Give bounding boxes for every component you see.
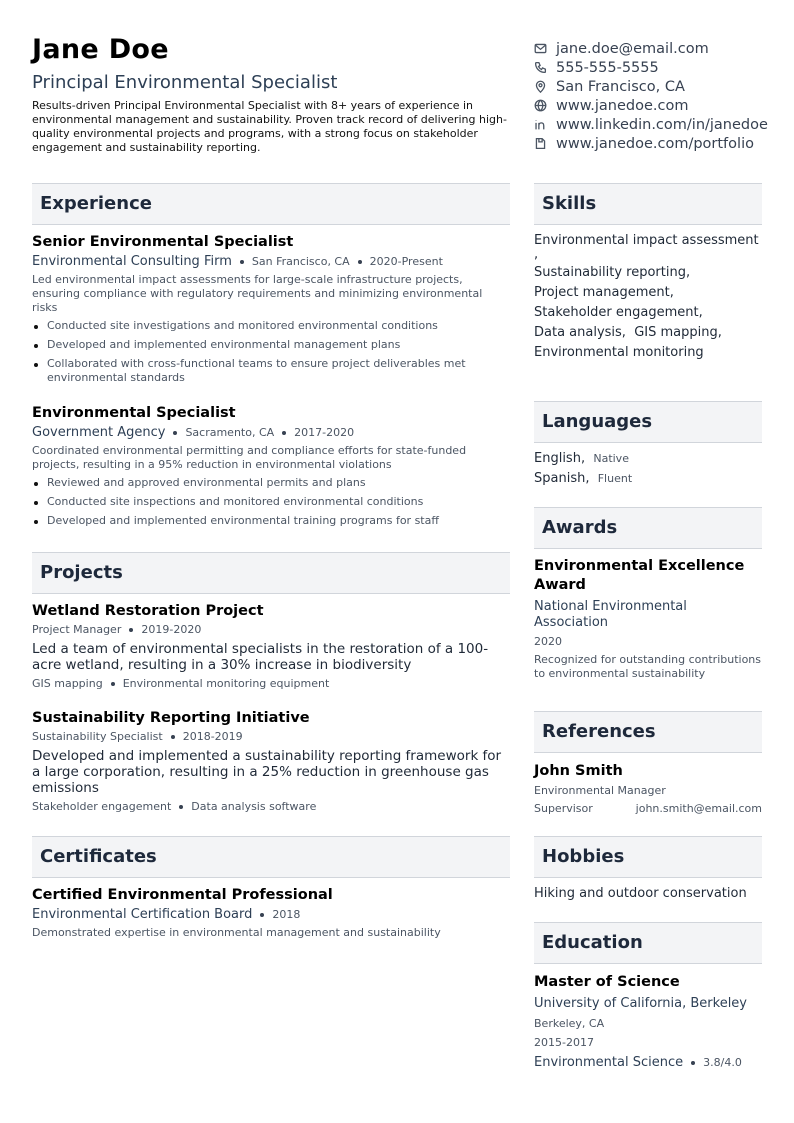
list-item: Developed and implemented environmental training programs for staff bbox=[32, 514, 510, 528]
list-item: Developed and implemented environmental management plans bbox=[32, 338, 510, 352]
project-name: Sustainability Reporting Initiative bbox=[32, 710, 310, 726]
skill-item: Project management, bbox=[534, 285, 674, 300]
list-item: Reviewed and approved environmental permits and plans bbox=[32, 476, 510, 490]
job-location: San Francisco, CA bbox=[251, 255, 350, 268]
language-level: Native bbox=[593, 452, 629, 465]
contact-portfolio-text: www.janedoe.com/portfolio bbox=[556, 135, 754, 152]
project-role: Project Manager bbox=[32, 623, 122, 636]
summary: Results-driven Principal Environmental Specialist with 8+ years of experience in environmental management and sustainability. Proven track record of delivering high-quality environmental projects and programs, with a strong focus on stakeholder engagement and sustainability reporting. bbox=[32, 99, 507, 154]
project-description: Led a team of environmental specialists in the restoration of a 100-acre wetland, resulting in a 30% increase in biodiversity bbox=[32, 641, 489, 673]
job-dates: 2017-2020 bbox=[294, 426, 355, 439]
hobbies-text: Hiking and outdoor conservation bbox=[534, 886, 747, 901]
job-location: Sacramento, CA bbox=[185, 426, 275, 439]
project-entry bbox=[32, 603, 510, 690]
certificate-entry bbox=[32, 887, 510, 940]
separator-dot bbox=[240, 260, 244, 264]
project-tools bbox=[32, 677, 510, 690]
skill-item: Sustainability reporting, bbox=[534, 265, 691, 280]
certificate-issuer: Environmental Certification Board bbox=[32, 907, 253, 922]
certificate-year: 2018 bbox=[272, 908, 301, 921]
project-meta bbox=[32, 623, 510, 636]
candidate-name: Jane Doe bbox=[32, 34, 169, 65]
award-entry bbox=[534, 557, 762, 681]
job-meta bbox=[32, 425, 510, 440]
language-item bbox=[534, 469, 762, 489]
languages-heading: Languages bbox=[534, 401, 762, 443]
skill-item: , bbox=[534, 247, 539, 262]
job-role: Senior Environmental Specialist bbox=[32, 234, 294, 250]
separator-dot bbox=[179, 805, 183, 809]
reference-contact bbox=[534, 802, 762, 816]
project-tool: Stakeholder engagement bbox=[32, 800, 172, 813]
contact-email[interactable] bbox=[534, 39, 792, 58]
contact-portfolio[interactable] bbox=[534, 134, 792, 153]
language-name: Spanish, bbox=[534, 471, 590, 486]
separator-dot bbox=[691, 1061, 695, 1065]
job-dates: 2020-Present bbox=[369, 255, 443, 268]
project-dates: 2019-2020 bbox=[141, 623, 202, 636]
reference-relation: Supervisor bbox=[534, 802, 593, 815]
contact-website[interactable] bbox=[534, 96, 792, 115]
contact-phone-text: 555-555-5555 bbox=[556, 59, 659, 76]
job-company: Government Agency bbox=[32, 425, 166, 440]
award-year: 2020 bbox=[534, 635, 562, 648]
list-item: Conducted site investigations and monitored environmental conditions bbox=[32, 319, 510, 333]
contact-location-text: San Francisco, CA bbox=[556, 78, 685, 95]
projects-heading: Projects bbox=[32, 552, 510, 594]
award-description: Recognized for outstanding contributions to environmental sustainability bbox=[534, 653, 762, 680]
experience-entry bbox=[32, 405, 510, 533]
language-name: English, bbox=[534, 451, 586, 466]
contact-phone[interactable] bbox=[534, 58, 792, 77]
certificates-heading: Certificates bbox=[32, 836, 510, 878]
certificate-name: Certified Environmental Professional bbox=[32, 887, 333, 903]
hobbies-heading: Hobbies bbox=[534, 836, 762, 878]
skill-item: Data analysis, bbox=[534, 325, 626, 340]
contact-linkedin[interactable] bbox=[534, 115, 792, 134]
languages-list bbox=[534, 449, 762, 489]
job-description: Coordinated environmental permitting and compliance efforts for state-funded projects, resulting in a 95% reduction in environmental violations bbox=[32, 444, 467, 471]
skill-row bbox=[534, 323, 762, 343]
contact-list bbox=[534, 39, 792, 153]
location-pin-icon bbox=[534, 80, 556, 93]
education-dates: 2015-2017 bbox=[534, 1036, 594, 1049]
skill-item: Environmental impact assessment bbox=[534, 233, 759, 248]
reference-name: John Smith bbox=[534, 763, 623, 779]
skills-heading: Skills bbox=[534, 183, 762, 225]
globe-icon bbox=[534, 99, 556, 112]
separator-dot bbox=[111, 682, 115, 686]
experience-heading: Experience bbox=[32, 183, 510, 225]
awards-heading: Awards bbox=[534, 507, 762, 549]
project-dates: 2018-2019 bbox=[182, 730, 243, 743]
linkedin-icon bbox=[534, 118, 556, 131]
skill-item: Environmental monitoring bbox=[534, 345, 704, 360]
contact-email-text: jane.doe@email.com bbox=[556, 40, 709, 57]
project-tool: GIS mapping bbox=[32, 677, 103, 690]
job-role: Environmental Specialist bbox=[32, 405, 236, 421]
job-bullets bbox=[32, 476, 510, 528]
job-meta bbox=[32, 254, 510, 269]
separator-dot bbox=[282, 431, 286, 435]
education-gpa: 3.8/4.0 bbox=[703, 1056, 742, 1069]
candidate-title: Principal Environmental Specialist bbox=[32, 72, 338, 93]
education-field: Environmental Science bbox=[534, 1055, 684, 1070]
award-name: Environmental Excellence Award bbox=[534, 558, 745, 593]
contact-website-text: www.janedoe.com bbox=[556, 97, 689, 114]
project-description: Developed and implemented a sustainability reporting framework for a large corporation, resulting in a 25% reduction in greenhouse gas emissions bbox=[32, 748, 502, 796]
education-school: University of California, Berkeley bbox=[534, 996, 747, 1011]
project-tool: Environmental monitoring equipment bbox=[122, 677, 330, 690]
project-tool: Data analysis software bbox=[191, 800, 317, 813]
language-level: Fluent bbox=[597, 472, 633, 485]
job-description: Led environmental impact assessments for large-scale infrastructure projects, ensuring compliance with regulatory requirements and minimizing environmental risks bbox=[32, 273, 483, 314]
award-issuer: National Environmental Association bbox=[534, 599, 687, 630]
language-item bbox=[534, 449, 762, 469]
reference-title: Environmental Manager bbox=[534, 784, 666, 797]
job-bullets bbox=[32, 319, 510, 385]
references-heading: References bbox=[534, 711, 762, 753]
separator-dot bbox=[171, 735, 175, 739]
list-item: Conducted site inspections and monitored environmental conditions bbox=[32, 495, 510, 509]
certificate-description: Demonstrated expertise in environmental management and sustainability bbox=[32, 926, 441, 939]
project-role: Sustainability Specialist bbox=[32, 730, 163, 743]
reference-entry bbox=[534, 762, 762, 816]
education-field-row bbox=[534, 1055, 762, 1070]
separator-dot bbox=[129, 628, 133, 632]
list-item: Collaborated with cross-functional teams to ensure project deliverables met environmental standards bbox=[32, 357, 510, 385]
skill-item: Stakeholder engagement, bbox=[534, 305, 703, 320]
skills-list bbox=[534, 233, 762, 363]
education-heading: Education bbox=[534, 922, 762, 964]
certificate-meta bbox=[32, 907, 510, 922]
project-meta bbox=[32, 730, 510, 743]
project-entry bbox=[32, 710, 510, 813]
separator-dot bbox=[173, 431, 177, 435]
project-name: Wetland Restoration Project bbox=[32, 603, 264, 619]
separator-dot bbox=[358, 260, 362, 264]
separator-dot bbox=[260, 913, 264, 917]
contact-linkedin-text: www.linkedin.com/in/janedoe bbox=[556, 116, 768, 133]
phone-icon bbox=[534, 61, 556, 74]
reference-email[interactable]: john.smith@email.com bbox=[635, 802, 762, 815]
education-degree: Master of Science bbox=[534, 974, 680, 990]
experience-entry bbox=[32, 234, 510, 390]
skill-item: GIS mapping, bbox=[634, 325, 722, 340]
contact-location bbox=[534, 77, 792, 96]
job-company: Environmental Consulting Firm bbox=[32, 254, 232, 269]
mail-icon bbox=[534, 42, 556, 55]
portfolio-icon bbox=[534, 137, 556, 150]
education-location: Berkeley, CA bbox=[534, 1017, 605, 1030]
project-tools bbox=[32, 800, 510, 813]
education-entry bbox=[534, 973, 762, 1070]
